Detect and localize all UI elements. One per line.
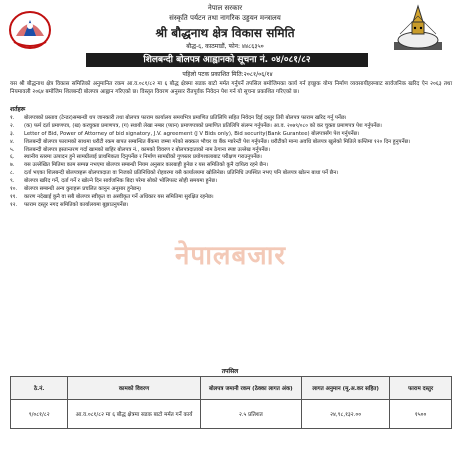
term-text: यस उल्लेखित मितिमा काम सम्पन्न नभएमा बोलपत्र सम्बन्धी नियम अनुसार कारबाही हुनेछ र यस समितिको कुनै दायित्व रहने छैन। xyxy=(24,162,269,169)
committee-title: श्री बौद्धनाथ क्षेत्र विकास समिति xyxy=(155,26,295,40)
terms-list xyxy=(10,115,452,210)
term-number: २. xyxy=(10,122,15,129)
term-number: १. xyxy=(10,115,15,121)
term-number: ४. xyxy=(10,138,15,145)
table-header-row xyxy=(11,377,452,400)
work-description-cell: आ.व.०८१/८२ मा ६ बौद्ध क्षेत्रमा सडक बाटो मर्मत गर्ने कार्य xyxy=(68,400,200,429)
form-fee-cell: १५०० xyxy=(390,400,452,429)
term-number: १०. xyxy=(10,186,18,193)
term-item xyxy=(10,115,452,122)
term-text: दर्ता भएका शिलबन्दी बोलपत्रहरू बोलपत्रदाता वा निजको प्रतिनिधिको रोहवरमा यसै कार्यालयमा खोलिनेछ। प्रतिनिधि उपस्थित नभए पनि बोलपत्र खोल्न बाधा पर्ने छैन। xyxy=(24,170,339,177)
intro-paragraph: यस श्री बौद्धनाथ क्षेत्र विकास समितिको अनुमानित रकम आ.व.०८१/८२ मा ६ बौद्ध क्षेत्रमा सडक बाटो मर्मत गर्नुपर्ने तपसिल बमोजिमका कार्य गर्न इच्छुक योग्य निर्माण व्यवसायीहरूबाट सार्वजनिक खरिद ऐन २०६३ तथा नियमावली २०६४ बमोजिम शिलबन्दी बोलपत्र आह्वान गरिएको छ। विस्तृत विवरण अनुसार रीतपूर्वक निवेदन पेश गर्न यो सूचना प्रकाशित गरिएको छ। xyxy=(10,81,452,95)
term-text: Letter of Bid, Power of Attorney of bid signatory, J.V. agreement (J V Bids only), Bid security(Bank Gurantee) बोलपत्रसँग पेश गर्नुपर्नेछ। xyxy=(24,130,360,137)
term-item xyxy=(10,139,452,146)
nepal-emblem-icon xyxy=(6,6,54,50)
term-number: ३. xyxy=(10,130,15,137)
term-item xyxy=(10,131,452,138)
term-text: (क) फर्म दर्ता प्रमाणपत्र, (ख) करचुक्ता प्रमाणपत्र, (ग) स्थायी लेखा नम्बर (प्यान) प्रमाणपत्रको प्रमाणित प्रतिलिपि संलग्न गर्नुपर्नेछ। आ.व. २०७९/०८० को कर चुक्ता प्रमाणपत्र पेश गर्नुपर्नेछ। xyxy=(24,122,382,129)
term-text: बोलपत्रको प्रस्ताव (टेन्डर)सम्बन्धी थप जानकारी तथा बोलपत्र फाराम कार्यालय समयभित्र प्रमाणित प्रतिलिपि सहित निवेदन दिई दस्तुर तिरी बोलपत्र फाराम खरिद गर्नु पर्नेछ। xyxy=(24,115,347,121)
term-text: कारण नदेखाई कुनै वा सबै बोलपत्र स्वीकृत वा अस्वीकृत गर्ने अधिकार यस समितिमा सुरक्षित रहनेछ। xyxy=(24,193,214,200)
term-item xyxy=(10,154,452,161)
site-watermark: नेपालबजार xyxy=(175,241,287,271)
ministry-label: संस्कृति पर्यटन तथा नागरिक उड्डयन मन्त्रालय xyxy=(169,14,281,22)
term-number: ५. xyxy=(10,146,15,153)
term-number: ७. xyxy=(10,162,15,169)
bid-security-cell: २.५ प्रतिशत xyxy=(200,400,301,429)
terms-heading: शर्तहरू xyxy=(10,106,26,113)
schedule-table xyxy=(10,376,452,429)
term-text: फाराम दस्तुर नगद समितिको कार्यालयमा बुझाउनुपर्नेछ। xyxy=(24,201,129,208)
term-text: शिलबन्दी बोलपत्र इस्तान्तरण गर्दा खामको बाहिर बोलपत्र नं., कामको विवरण र बोलपत्रदाताको नाम ठेगाना स्पष्ट उल्लेख गर्नुपर्नेछ। xyxy=(24,146,271,153)
government-label: नेपाल सरकार xyxy=(207,4,243,12)
term-item xyxy=(10,147,452,154)
column-header-form-fee: फाराम दस्तुर xyxy=(390,377,452,400)
address-line: बौद्ध-६, काठमाडौं, फोन: ४४८६३५० xyxy=(186,43,264,50)
term-item xyxy=(10,123,452,130)
column-header-bid-security: बोलपत्र जमानी रकम (ठेक्का लागत अंक) xyxy=(200,377,301,400)
term-text: बोलपत्र खरिद गर्ने, दर्ता गर्ने र खोल्ने दिन सार्वजनिक बिदा परेमा सोको भोलिपल्ट सोही समयमा हुनेछ। xyxy=(24,178,218,185)
term-text: शिलबन्दी बोलपत्र फारामको साथमा धरौटी रकम बापत सम्बन्धित बैंकमा जम्मा गरेको सक्कल भौचर वा बैंक ग्यारेन्टी पेश गर्नुपर्नेछ। धरौटीको मान्य अवधि बोलपत्र खुलेको मितिले कम्तिमा १२० दिन हुनुपर्नेछ। xyxy=(24,138,411,145)
contract-number-cell: ९/०८१/८२ xyxy=(11,400,68,429)
term-item xyxy=(10,170,452,177)
stupa-logo-icon xyxy=(390,4,446,54)
term-item xyxy=(10,194,452,201)
column-header-work-description: कामको विवरण xyxy=(68,377,200,400)
term-number: ९. xyxy=(10,178,15,185)
column-header-cost-estimate: लागत अनुमान (मू.अ.कर सहित) xyxy=(302,377,390,400)
term-item xyxy=(10,186,452,193)
schedule-title: तपसिल xyxy=(221,368,239,375)
column-header-contract-no: ठे.नं. xyxy=(11,377,68,400)
cost-estimate-cell: २४,९८,१३२.०० xyxy=(302,400,390,429)
term-number: ८. xyxy=(10,170,15,177)
term-number: ११. xyxy=(10,193,18,200)
term-number: १२. xyxy=(10,201,18,208)
table-row xyxy=(11,400,452,429)
term-item xyxy=(10,202,452,209)
notice-title-banner: शिलबन्दी बोलपत्र आह्वानको सूचना नं. ०४/०८१/८२ xyxy=(86,53,368,67)
term-text: स्थानीय स्तरमा उत्पादन हुने सामग्रीलाई प्राथमिकता दिनुपर्नेछ र निर्माण सामग्रीको गुणस्तर प्रयोगशालाबाट परीक्षण गराउनुपर्नेछ। xyxy=(24,154,262,161)
term-item xyxy=(10,178,452,185)
term-text: बोलपत्र सम्बन्धी अन्य कुराहरू प्रचलित कानुन अनुसार हुनेछन्। xyxy=(24,186,142,193)
term-number: ६. xyxy=(10,154,15,161)
term-item xyxy=(10,162,452,169)
published-date: पहिलो पटक प्रकाशित मिति:२०८१/०६/१४ xyxy=(182,71,273,78)
